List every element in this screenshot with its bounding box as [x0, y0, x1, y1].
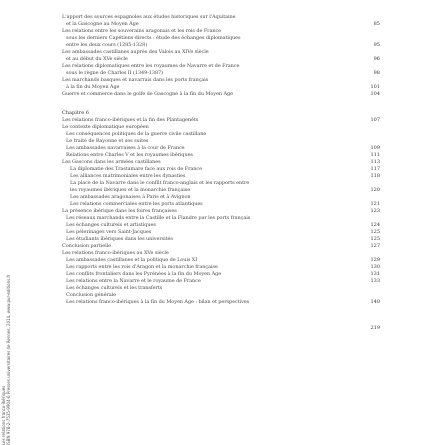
toc-entry — [62, 271, 380, 278]
toc-entry-title: Conclusion partielle — [62, 243, 111, 249]
toc-entry-title: Les ambassades castillanes auprès des Valois au XIVe siècle — [62, 49, 209, 55]
toc-entry-page-number: 117 — [370, 166, 380, 172]
toc-entry — [62, 91, 380, 98]
toc-entry — [62, 21, 380, 28]
toc-entry-title: Les ambassades navarraises à la cour de France — [66, 145, 185, 151]
toc-entry — [62, 77, 380, 84]
toc-entry — [62, 215, 380, 222]
toc-entry-title: Conclusion générale — [66, 292, 117, 298]
spine-line-title: Les relations franco-ibériques — [1, 385, 6, 445]
toc-entry-title: et au début du XVe siècle — [66, 56, 128, 62]
toc-entry — [62, 166, 380, 173]
toc-entry — [62, 70, 380, 77]
toc-section-heading — [62, 110, 380, 117]
toc-entry — [62, 318, 380, 325]
toc-entry — [62, 236, 380, 243]
toc-entry-page-number: 109 — [370, 145, 380, 151]
toc-entry-title: Les relations franco-ibériques à la fin du Moyen Âge : bilan et perspectives — [66, 299, 250, 305]
toc-entry-title: Chapitre 6 — [62, 110, 89, 116]
toc-entry-page-number: 120 — [370, 187, 380, 193]
spine-imprint — [0, 0, 14, 445]
toc-entry-title: Les relations diplomatiques entre les royaumes de Navarre et de France — [62, 63, 240, 69]
toc-entry-title: L'apport des sources espagnoles aux études historiques sur l'Aquitaine — [62, 14, 236, 20]
toc-entry-title: Les relations commerciales entre les ports atlantiques — [70, 201, 203, 207]
toc-entry-page-number: 133 — [370, 278, 380, 284]
toc-entry — [62, 208, 380, 215]
toc-entry-page-number: 121 — [370, 201, 380, 207]
toc-entry — [62, 201, 380, 208]
toc-entry-title: sous le règne de Charles II (1349-1387) — [66, 70, 163, 76]
toc-entry-title: Le traité de Bayonne et ses suites — [66, 138, 149, 144]
toc-entry — [62, 145, 380, 152]
toc-entry-title: Les marchands basques et navarrais dans les ports français — [62, 77, 209, 83]
toc-entry — [62, 159, 380, 166]
toc-entry — [62, 63, 380, 70]
toc-entry — [62, 264, 380, 271]
toc-entry — [62, 35, 380, 42]
toc-entry-page-number: 125 — [370, 229, 380, 235]
toc-entry-page-number: 101 — [370, 84, 380, 90]
toc-entry-title: les royaumes ibériques et la monarchie française — [70, 187, 191, 193]
toc-entry-page-number: 111 — [370, 152, 380, 158]
toc-entry — [62, 152, 380, 159]
toc-entry-page-number: 113 — [370, 159, 380, 165]
toc-entry-title: La présence ibérique dans les foires françaises — [62, 208, 177, 214]
toc-entry-page-number: 219 — [370, 325, 380, 331]
toc-entry-title: Les relations entre les souverains aragonais et les rois de France — [62, 28, 222, 34]
toc-entry — [62, 250, 380, 257]
toc-entry — [62, 299, 380, 306]
toc-entry-title: Les relations franco-ibériques et la fin des Plantagenêts — [62, 117, 199, 123]
toc-entry-page-number: 129 — [370, 257, 380, 263]
toc-entry-page-number: 127 — [370, 243, 380, 249]
toc-entry — [62, 14, 380, 21]
toc-entry-page-number: 130 — [370, 264, 380, 270]
toc-entry-title: Les échanges culturels et les transferts — [66, 285, 163, 291]
toc-entry-title: Le contexte diplomatique européen — [62, 124, 149, 130]
toc-entry-page-number: 95 — [373, 42, 380, 48]
toc-entry — [62, 138, 380, 145]
toc-entry-title: Les conflits frontaliers dans les Pyrénées à la fin du Moyen Âge — [66, 271, 222, 277]
toc-entry-title: Les ambassades castillanes et la politique de Louis XI — [66, 257, 198, 263]
toc-entry — [62, 28, 380, 35]
toc-entry-page-number: 96 — [373, 56, 380, 62]
table-of-contents — [62, 14, 380, 332]
toc-entry-page-number: 131 — [370, 271, 380, 277]
toc-entry-title: sous les derniers Capétiens directs : étude des échanges diplomatiques — [66, 35, 241, 41]
toc-entry-title: Les Gascons dans les armées castillanes — [62, 159, 161, 165]
toc-entry-page-number: 118 — [370, 173, 380, 179]
toc-entry — [62, 117, 380, 124]
toc-entry-title: Les pèlerinages vers Saint-Jacques — [66, 229, 152, 235]
toc-entry-page-number: 98 — [373, 70, 380, 76]
toc-entry-title: Les échanges culturels et artistiques — [66, 222, 156, 228]
toc-entry — [62, 131, 380, 138]
toc-entry-page-number: 140 — [370, 299, 380, 305]
toc-entry — [62, 257, 380, 264]
toc-entry — [62, 243, 380, 250]
toc-entry-title: Les alliances matrimoniales entre les dynasties — [70, 173, 186, 179]
toc-spacer — [62, 98, 380, 110]
toc-entry — [62, 56, 380, 63]
toc-entry — [62, 222, 380, 229]
toc-entry-page-number: 123 — [370, 208, 380, 214]
toc-entry — [62, 49, 380, 56]
toc-entry — [62, 292, 380, 299]
toc-entry-title: Les réseaux marchands entre la Castille et la Flandre par les ports français — [66, 215, 251, 221]
toc-entry-title: Les relations franco-ibériques au XVe siècle — [62, 250, 169, 256]
toc-entry-title: Les étudiants ibériques dans les universités — [66, 236, 173, 242]
toc-entry-title: Les conséquences politiques de la guerre civile castillane — [66, 131, 207, 137]
toc-entry — [62, 173, 380, 180]
toc-entry-title: Les ambassades aragonaises à Paris et à Avignon — [70, 194, 191, 200]
toc-entry — [62, 180, 380, 187]
toc-entry-title: Les relations entre la Navarre et le royaume de France — [66, 278, 201, 284]
toc-entry — [62, 278, 380, 285]
toc-entry-title: Relations entre Charles V et les royaumes ibériques — [66, 152, 193, 158]
spine-line-isbn: ISBN 978-2-7535-9904-6 Presses universitaires de Rennes, 2014, www.pur-editions.fr — [6, 274, 11, 445]
toc-entry-title: Guerre et commerce dans le golfe de Gascogne à la fin du Moyen Âge — [62, 91, 233, 97]
toc-entry-title: La place de la Navarre dans le conflit franco-anglais et les rapports entre — [70, 180, 250, 186]
toc-entry-page-number: 124 — [370, 222, 380, 228]
toc-entry-page-number: 85 — [373, 21, 380, 27]
toc-entry-title: Les rapports entre les rois d'Aragon et la monarchie française — [66, 264, 218, 270]
toc-entry — [62, 325, 380, 332]
toc-entry — [62, 187, 380, 194]
toc-entry-title: La diplomatie des Trastamare face aux rois de France — [70, 166, 202, 172]
toc-entry — [62, 124, 380, 131]
toc-entry-title: à la fin du Moyen Âge — [66, 84, 120, 90]
toc-entry — [62, 285, 380, 292]
toc-entry-page-number: 107 — [370, 117, 380, 123]
toc-entry-title: et la Gascogne au Moyen Âge — [66, 21, 139, 27]
toc-entry — [62, 84, 380, 91]
spine-text-block — [1, 275, 11, 445]
toc-entry-page-number: 125 — [370, 236, 380, 242]
toc-entry-page-number: 104 — [370, 91, 380, 97]
toc-entry — [62, 194, 380, 201]
toc-entry-title: entre les deux cours (1285-1328) — [66, 42, 148, 48]
toc-entry — [62, 42, 380, 49]
toc-entry — [62, 229, 380, 236]
toc-spacer — [62, 306, 380, 318]
